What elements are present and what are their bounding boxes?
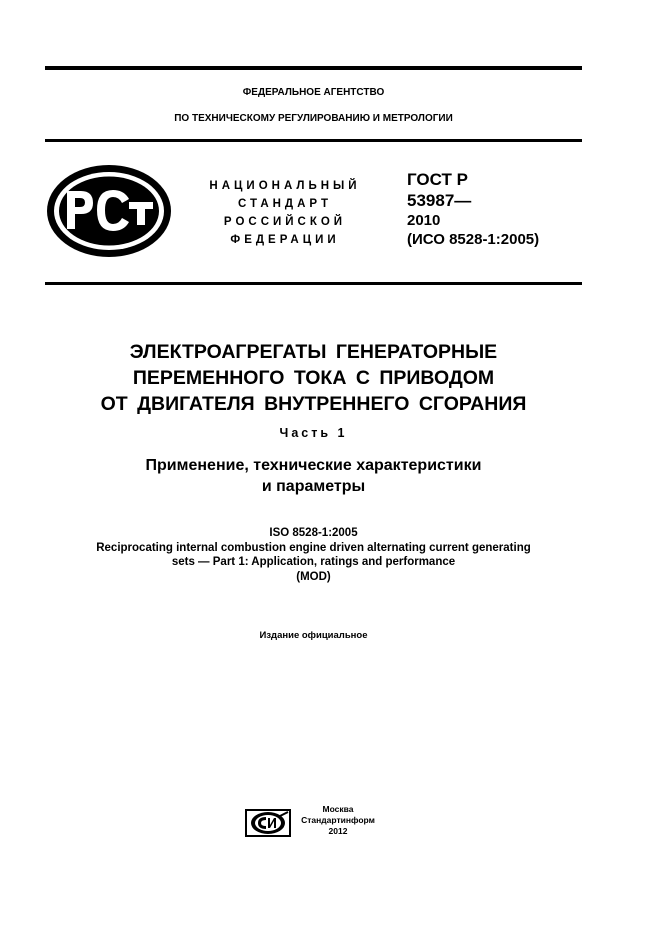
gost-year: 2010	[407, 212, 441, 229]
gost-designation	[407, 169, 539, 249]
publisher-year: 2012	[328, 826, 348, 836]
standartinform-logo-icon	[244, 808, 292, 838]
document-title	[45, 339, 582, 417]
standard-label-line4: ФЕДЕРАЦИИ	[230, 234, 340, 246]
standard-label-line3: РОССИЙСКОЙ	[223, 216, 347, 228]
iso-modification: (MOD)	[296, 570, 331, 583]
agency-name-line1: ФЕДЕРАЛЬНОЕ АГЕНТСТВО	[242, 87, 385, 98]
document-subtitle	[45, 455, 582, 497]
middle-rule	[45, 139, 582, 142]
title-line2: ПЕРЕМЕННОГО ТОКА С ПРИВОДОМ	[132, 367, 495, 389]
publisher-name: Стандартинформ	[301, 815, 375, 825]
iso-reference-block	[45, 526, 582, 584]
gost-iso-reference: (ИСО 8528-1:2005)	[407, 231, 540, 248]
publisher-city: Москва	[322, 804, 354, 814]
title-line3: ОТ ДВИГАТЕЛЯ ВНУТРЕННЕГО СГОРАНИЯ	[100, 393, 527, 415]
national-standard-label	[190, 177, 380, 249]
publisher-info	[296, 804, 380, 837]
agency-name-line2: ПО ТЕХНИЧЕСКОМУ РЕГУЛИРОВАНИЮ И МЕТРОЛОГИИ	[174, 113, 453, 124]
subtitle-line1: Применение, технические характеристики	[145, 457, 482, 474]
iso-title-line1: Reciprocating internal combustion engine driven alternating current generating	[96, 541, 531, 554]
title-line1: ЭЛЕКТРОАГРЕГАТЫ ГЕНЕРАТОРНЫЕ	[129, 341, 498, 363]
standard-label-line1: НАЦИОНАЛЬНЫЙ	[209, 180, 361, 192]
iso-number: ISO 8528-1:2005	[269, 527, 358, 539]
top-rule	[45, 66, 582, 70]
iso-title-line2: sets — Part 1: Application, ratings and performance	[171, 556, 456, 568]
bottom-rule	[45, 282, 582, 285]
standard-label-line2: СТАНДАРТ	[238, 198, 332, 210]
official-edition-note: Издание официальное	[259, 630, 368, 641]
gost-line2: 53987—	[407, 191, 472, 210]
gost-line1: ГОСТ Р	[407, 170, 468, 189]
part-number: Часть 1	[279, 426, 348, 440]
rst-certification-mark-icon	[45, 163, 173, 259]
subtitle-line2: и параметры	[261, 478, 366, 495]
